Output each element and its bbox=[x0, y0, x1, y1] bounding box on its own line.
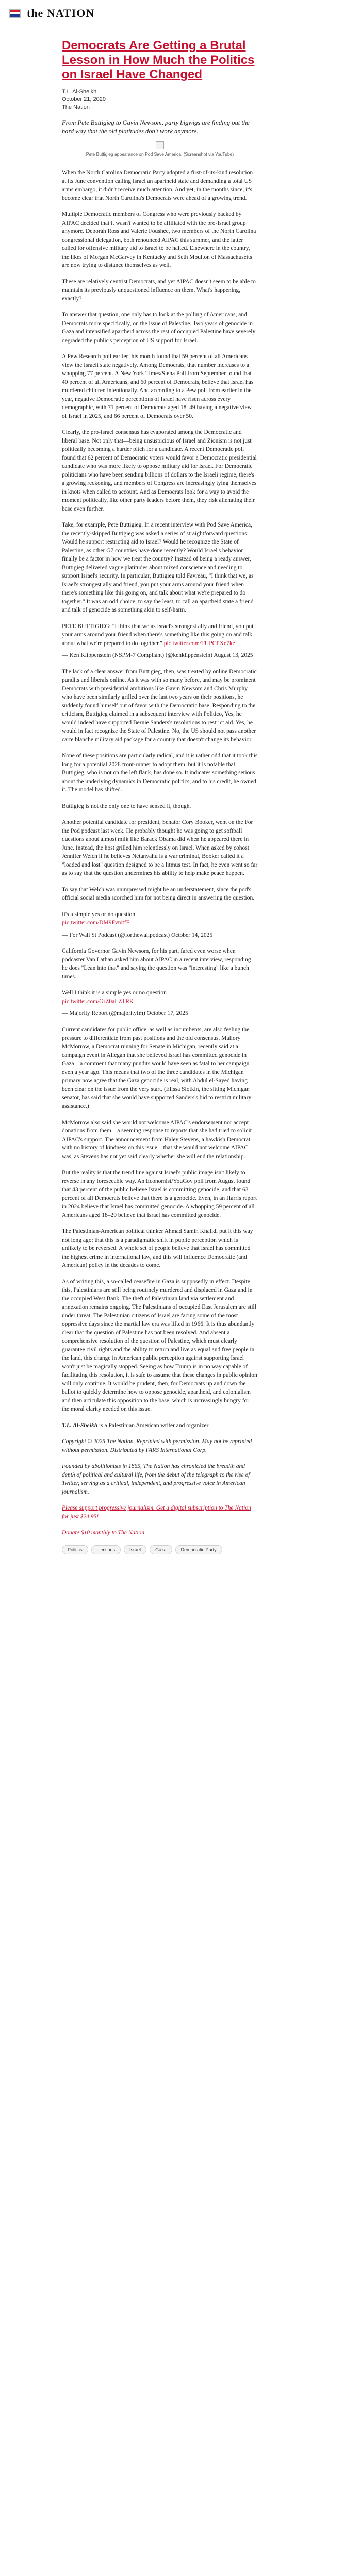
article bbox=[62, 39, 258, 1554]
tweet-link[interactable]: pic.twitter.com/TUPCPXe7ke bbox=[163, 640, 235, 647]
paragraph: California Governor Gavin Newsom, for his part, fared even worse when podcaster Van Lathan asked him about AIPAC in a recent interview, responding he does "Lean into that" and saying the question was "interesting" like a bunch times. bbox=[62, 948, 251, 980]
support-line-wrap bbox=[62, 1504, 258, 1521]
tag-chip[interactable]: Israel bbox=[124, 1545, 146, 1554]
byline-name: T.L. Al-Sheikh bbox=[62, 89, 97, 95]
paragraph: Take, for example, Pete Buttigieg. In a recent interview with Pod Save America, the recently-skipped Buttigieg was asked a series of straightforward questions: Would he support restricting aid to Israel? Would he recognize the State of Palestine, as other G7 countries have done recently? Would Israel's behavior finally be a factor in how we treat the country? Instead of being a ready answer, Buttigieg delivered vague platitudes about mixed conscience and needing to support Israel's security. In particular, Buttigieg told Favreau, "I think that we, as Israel's strongest ally and friend, you put your arms around your friend when there's something like this going on, and talk about what we're prepared to do together." It was an odd choice, to say the least, to call an apartheid state a friend and talk of genocide as something akin to self-harm. bbox=[62, 522, 254, 613]
paragraph: The Palestinian-American political thinker Ahmad Samih Khalidi put it this way not long ago: that this is a paradigmatic shift in public perception which is unlikely to be reversed. A whole set of people believe that Israel has committed the highest crime in international law, and this will influence Democratic (and American) policy in the decades to come. bbox=[62, 1228, 253, 1268]
paragraph: Multiple Democratic members of Congress who were previously backed by AIPAC decided that it wasn't wanted to be affiliated with the pro-Israel group anymore. Deborah Ross and Valerie Foushee, two members of the North Carolina congressional delegation, both renounced AIPAC this summer, and the latter called for offensive military aid to Israel to be halted. Elsewhere in the country, the likes of Morgan McGarvey in Kentucky and Seth Moulton of Massachusetts are now trying to distance themselves as well. bbox=[62, 211, 256, 268]
paragraph: None of these positions are particularly radical, and it is rather odd that it took this long for a potential 2028 front-runner to adopt them, but it is notable that Buttigieg, who is not on the left flank, has done so. It indicates something serious about the underlying dynamics in Democratic politics, and to his credit, he owned it. The model has shifted. bbox=[62, 753, 258, 793]
paragraph: But the reality is that the trend line against Israel's public image isn't likely to reverse in any foreseeable way. An Economist/YouGov poll from August found that 43 percent of the public believe Israel is committing genocide, and that 63 percent of all Democrats believe that there is a genocide. Even, in an Harris report in 2024 believe that Israel has committed genocide. A whopping 59 percent of all Americans aged 18–29 believe that Israel has committed genocide. bbox=[62, 1170, 257, 1218]
byline-date: October 21, 2020 bbox=[62, 96, 106, 103]
embedded-tweet bbox=[62, 989, 258, 1006]
tweet-link[interactable]: pic.twitter.com/DM9FvmtfF bbox=[62, 920, 129, 926]
tweet-text: Well I think it is a simple yes or no question bbox=[62, 990, 167, 996]
author-bio-text: is a Palestinian American writer and organizer. bbox=[97, 1422, 210, 1429]
embedded-tweet bbox=[62, 910, 258, 927]
paragraph: Another potential candidate for president, Senator Cory Booker, went on the For the Pod podcast last week. He probably thought he was going to get softball questions about almost milk like Barack Obama did when he appeared there in June. Instead, the host grilled him relentlessly on Israel. When asked by cohost Jennifer Welch if he believes Netanyahu is a war criminal, Booker called it a "loaded and lost" question designed to be a litmus test. In fact, he even went so far as to say that the question undermines his ability to help make peace happen. bbox=[62, 819, 258, 876]
article-headline[interactable]: Democrats Are Getting a Brutal Lesson in How Much the Politics on Israel Have Changed bbox=[62, 39, 255, 81]
paragraph: As of writing this, a so-called ceasefire in Gaza is supposedly in effect. Despite this, Palestinians are still being routinely murdered and displaced in Gaza and in the occupied West Bank. The theft of Palestinian land via settlement and annexation remains ongoing. The Palestinians of occupied East Jerusalem are still under threat. The Palestinian citizens of Israel are facing some of the most oppressive days since the martial law era was lifted in 1966. It is thus abundantly clear that the question of Palestine has not been resolved. And absent a comprehensive resolution of the question of Palestine, which must clearly guarantee civil rights and the ability to return and live as equal and free people in the land, this change in American public perception against supporting Israel won't just be magically stopped. Seeing as how Trump is in no way capable of facilitating this resolution, it is safe to assume that these changes in public opinion will only continue. It would be prudent, then, for Democrats up and down the ballot to quickly determine how to oppose genocide, apartheid, and colonialism and then articulate this opposition to the base, which is increasingly hungry for the moral clarity needed on this issue. bbox=[62, 1278, 257, 1412]
subscribe-link[interactable]: Please support progressive journalism. Get a digital subscription to The Nation for just $24.95! bbox=[62, 1505, 251, 1520]
paragraph: When the North Carolina Democratic Party adopted a first-of-its-kind resolution at its June convention calling Israel an apartheid state and demanding a total US arms embargo, it didn't receive much attention. And yet, in the months since, it's become clear that North Carolina's Democrats were ahead of a growing trend. bbox=[62, 170, 253, 201]
photo-caption: Pete Buttigieg appearance on Pod Save America. (Screenshot via YouTube) bbox=[86, 151, 234, 157]
lead-figure bbox=[62, 141, 258, 157]
tag-list bbox=[62, 1545, 258, 1554]
tweet-link[interactable]: pic.twitter.com/GrZ0aLZTRK bbox=[62, 998, 134, 1005]
author-bio bbox=[62, 1421, 258, 1430]
paragraph: To answer that question, one only has to look at the polling of Americans, and Democrats more specifically, on the issue of Palestine. Two years of genocide in Gaza and intensified apartheid across the rest of occupied Palestine have severely degraded the public's perception of US support for Israel. bbox=[62, 312, 256, 344]
paragraph: Current candidates for public office, as well as incumbents, are also feeling the pressure to differentiate from past positions and the old consensus. Mallory McMorrow, a Democrat running for Senate in Michigan, recently said at a campaign event in Allegan that she believed Israel has committed genocide in Gaza—a comment that many pundits would have seen as fatal to her campaign even a year ago. This means that two of the three candidates in the Michigan primary now agree that the Gaza genocide is real, with Abdul el-Sayed having been clear on the issue from the very start. (Elissa Slotkin, the sitting Michigan senator, has said that she would have supported Sanders's bid to restrict military assistance.) bbox=[62, 1026, 252, 1109]
paragraph: The lack of a clear answer from Buttigieg, then, was treated by online Democratic pundits and liberals online. As it was with so many before, and may be prominent Democrats with presidential ambitions like Gavin Newsom and Chris Murphy who have been similarly grilled over the last two years on their positions, he suddenly found himself out of favor with the Democratic base. Responding to the criticism, Buttigieg claimed in a subsequent interview with Politico, Yes, he would indeed have supported Bernie Sanders's resolutions to restrict aid. Yes, he would in fact recognize the State of Palestine. No, the US should not pass another carte blanche military aid package for a country that doesn't change its behavior. bbox=[62, 668, 257, 743]
paragraph: McMorrow also said she would not welcome AIPAC's endorsement nor accept donations from them—a seeming response to reports that she had tried to solicit AIPAC's support. The announcement from Haley Stevens, a hawkish Democrat with no history of kindness on this issue—that she would not welcome AIPAC—was, as Stevens has not yet said clearly whether she will end the relationship. bbox=[62, 1119, 254, 1160]
masthead bbox=[0, 0, 361, 27]
paragraph: Buttigieg is not the only one to have sensed it, though. bbox=[62, 803, 191, 809]
paragraph: To say that Welch was unimpressed might be an understatement, since the pod's official social media scorched him for not being direct in answering the question. bbox=[62, 886, 255, 901]
byline-outlet: The Nation bbox=[62, 104, 90, 110]
site-logo[interactable]: the NATION bbox=[27, 7, 95, 20]
tag-chip[interactable]: Politics bbox=[62, 1545, 88, 1554]
tweet-attribution: — For Wall St Podcast (@forthewallpodcast) October 14, 2025 bbox=[62, 931, 213, 938]
article-deck: From Pete Buttigieg to Gavin Newsom, party bigwigs are finding out the hard way that the old platitudes don't work anymore. bbox=[62, 119, 250, 135]
article-body bbox=[62, 168, 258, 1537]
tag-chip[interactable]: elections bbox=[91, 1545, 121, 1554]
tweet-attribution: — Ken Klippenstein (NSPM-7 Compliant) (@kenklippenstein) August 13, 2025 bbox=[62, 652, 253, 658]
donate-line-wrap bbox=[62, 1529, 258, 1537]
broken-image-icon bbox=[156, 141, 164, 149]
donate-link[interactable]: Donate $10 monthly to The Nation. bbox=[62, 1530, 146, 1536]
tag-chip[interactable]: Gaza bbox=[150, 1545, 172, 1554]
copyright-notice: Copyright © 2025 The Nation. Reprinted with permission. May not be reprinted without permission. Distributed by PARS International Corp. bbox=[62, 1438, 252, 1453]
paragraph: A Pew Research poll earlier this month found that 59 percent of all Americans view the Israeli state negatively. Among Democrats, that number increases to a whopping 77 percent. A New York Times/Siena Poll from September found that 40 percent of all Americans, and 60 percent of Democrats, believe that Israel has murdered children intentionally. And according to a Pew poll from earlier in the year, negative Democratic perceptions of Israel have risen across every demographic, with 71 percent of Democrats aged 18–49 having a negative view of Israel in 2025, and 66 percent of Democrats over 50. bbox=[62, 353, 254, 419]
author-bio-name: T.L. Al-Sheikh bbox=[62, 1422, 98, 1429]
tweet-text: It's a simple yes or no question bbox=[62, 911, 135, 918]
paragraph: Clearly, the pro-Israel consensus has evaporated among the Democratic and liberal base. Not only that—being unsuspicious of Israel and Zionism is not just politically becoming a harder pitch for a candidate. A recent Democratic poll found that 62 percent of Democratic voters would favor a Democratic presidential candidate who was more likely to oppose military aid for Israel. For Democratic politicians who have been sending billions of dollars to the Israeli regime, there's a growing reckoning, and members of Congress are increasingly tying themselves in knots when called to account. And as Democrats look for a way to avoid the moment politically, like other party leaders before them, they risk alienating their base even further. bbox=[62, 429, 257, 512]
tag-chip[interactable]: Democratic Party bbox=[175, 1545, 222, 1554]
about-the-nation: Founded by abolitionists in 1865, The Nation has chronicled the breadth and depth of political and cultural life, from the debut of the telegraph to the rise of Twitter, serving as a critical, independent, and progressive voice in American journalism. bbox=[62, 1463, 250, 1495]
embedded-tweet bbox=[62, 622, 258, 648]
paragraph: These are relatively centrist Democrats, and yet AIPAC doesn't seem to be able to maintain its previously unquestioned influence on them. What's happening, exactly? bbox=[62, 278, 256, 302]
tweet-text: PETE BUTTIGIEG: "I think that we as Israel's strongest ally and friend, you put your arms around your friend when there's something like this going on and talk about what we're prepared to do together." bbox=[62, 623, 254, 647]
us-flag-icon bbox=[9, 9, 21, 18]
tweet-attribution: — Majority Report (@majorityfm) October 17, 2025 bbox=[62, 1010, 188, 1016]
